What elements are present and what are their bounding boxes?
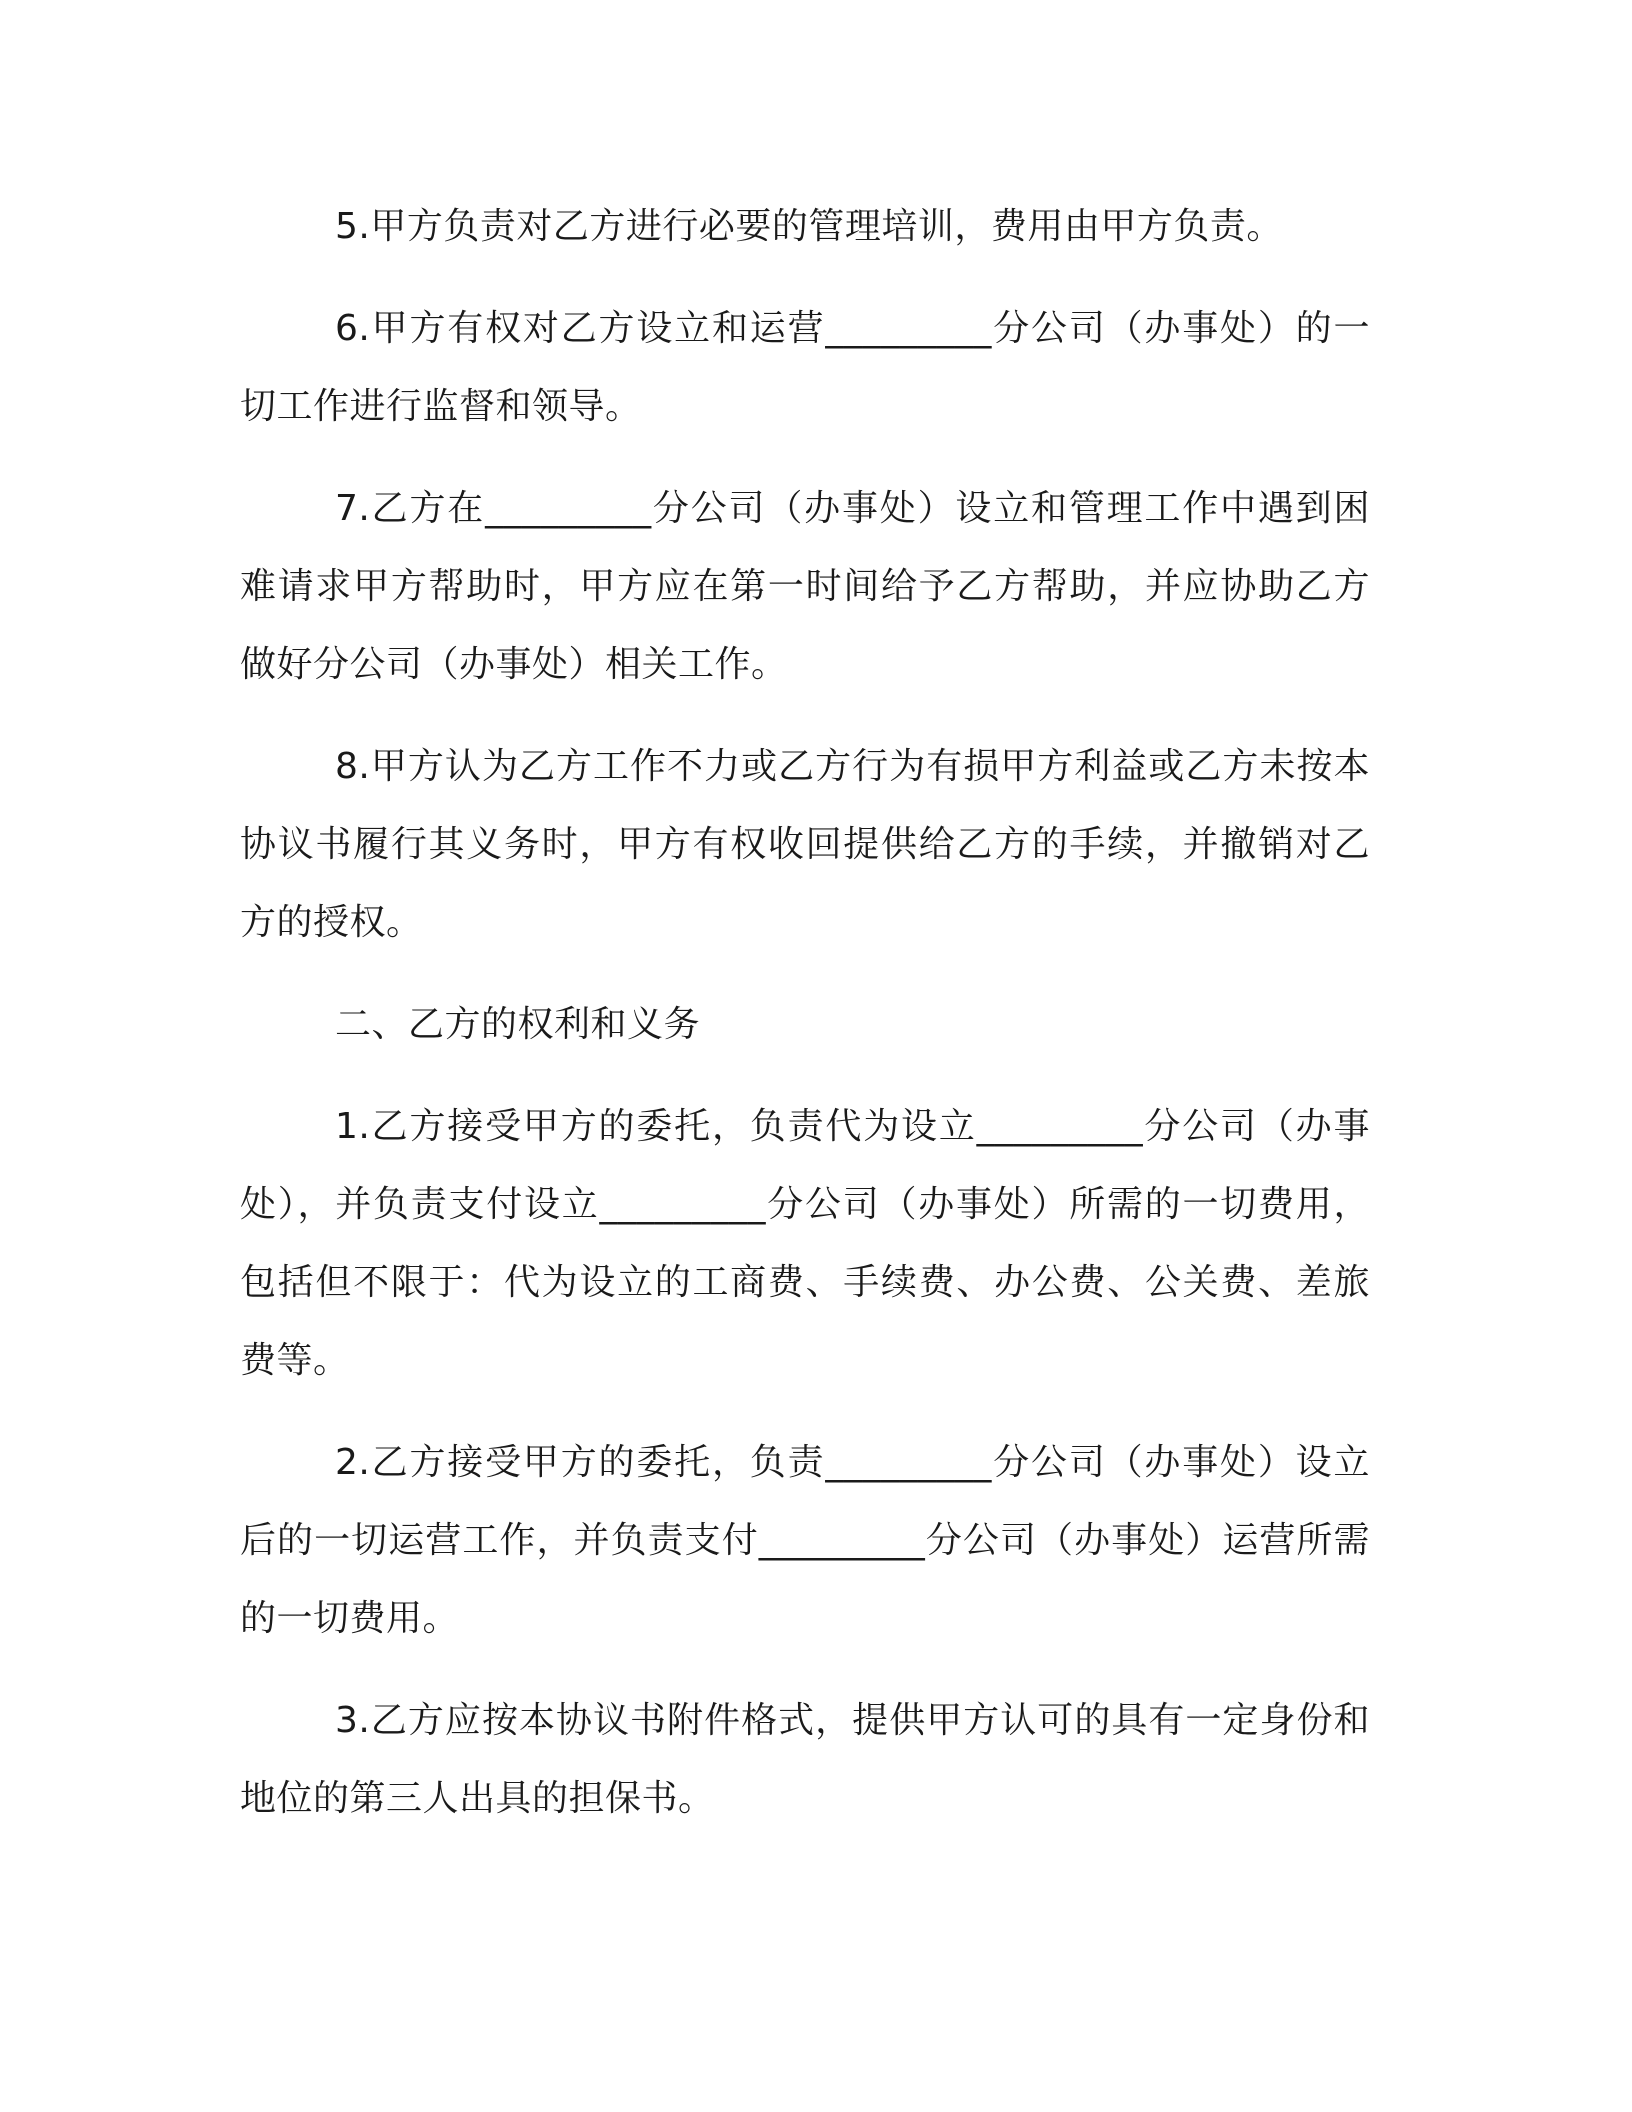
clause-7: 7.乙方在_________分公司（办事处）设立和管理工作中遇到困难请求甲方帮助时，甲方应在第一时间给予乙方帮助，并应协助乙方做好分公司（办事处）相关工作。 [240, 488, 1370, 685]
clause-8: 8.甲方认为乙方工作不力或乙方行为有损甲方利益或乙方未按本协议书履行其义务时，甲方有权收回提供给乙方的手续，并撤销对乙方的授权。 [240, 746, 1370, 943]
clause-6: 6.甲方有权对乙方设立和运营_________分公司（办事处）的一切工作进行监督和领导。 [240, 308, 1370, 427]
section-clause-3: 3.乙方应按本协议书附件格式，提供甲方认可的具有一定身份和地位的第三人出具的担保书。 [240, 1700, 1370, 1819]
document-body [240, 188, 1370, 1862]
section-clause-1: 1.乙方接受甲方的委托，负责代为设立_________分公司（办事处），并负责支付设立_________分公司（办事处）所需的一切费用，包括但不限于：代为设立的工商费、手续费、办公费、公关费、差旅费等。 [240, 1106, 1370, 1381]
clause-5: 5.甲方负责对乙方进行必要的管理培训，费用由甲方负责。 [335, 206, 1283, 247]
section-clause-2: 2.乙方接受甲方的委托，负责_________分公司（办事处）设立后的一切运营工作，并负责支付_________分公司（办事处）运营所需的一切费用。 [240, 1442, 1370, 1639]
section-heading: 二、乙方的权利和义务 [335, 1004, 701, 1045]
